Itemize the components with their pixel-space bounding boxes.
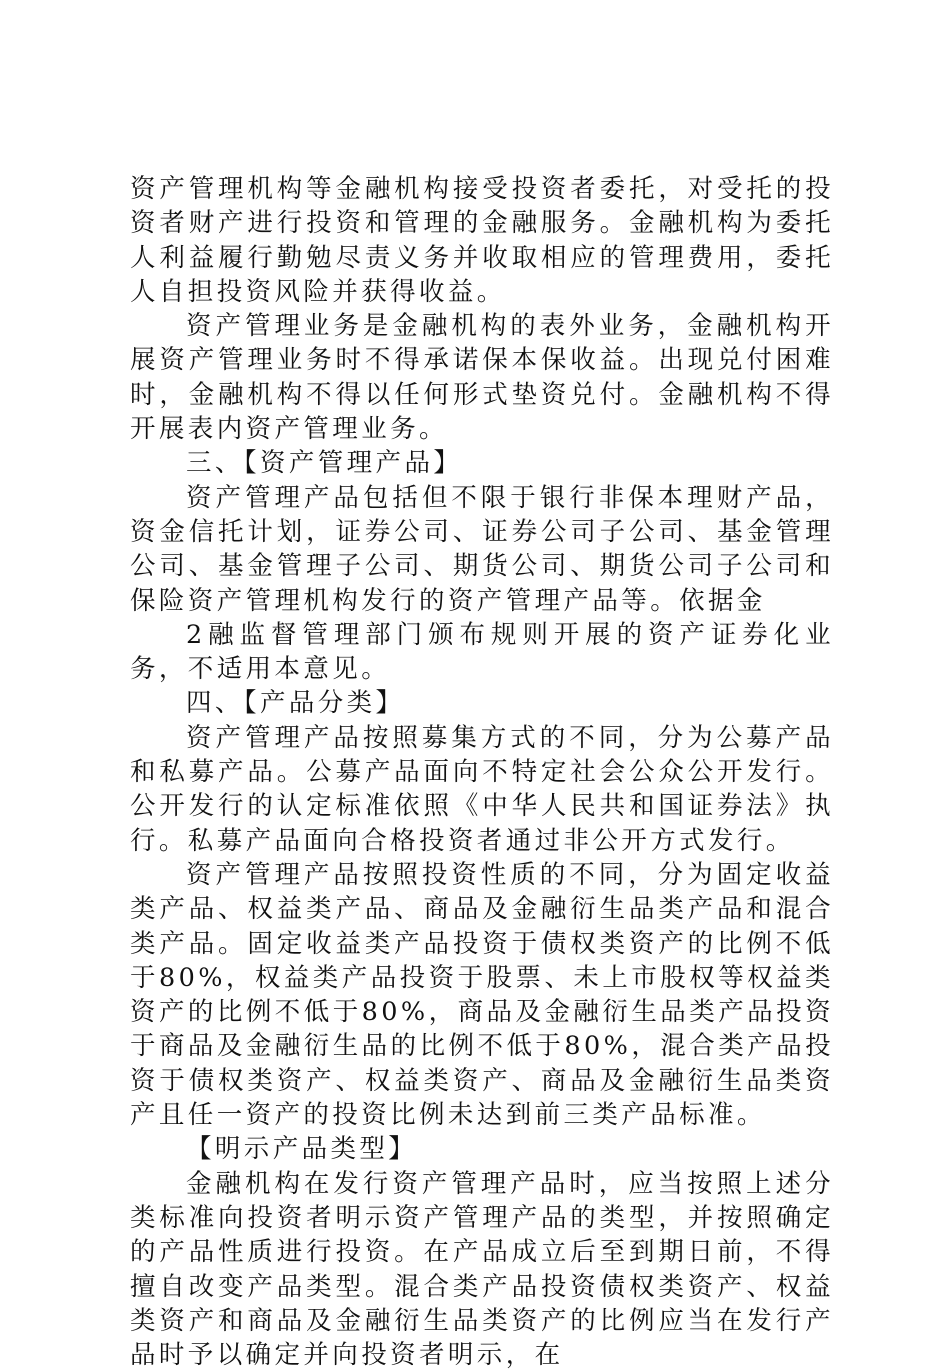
document-body: [130, 172, 834, 1372]
section-heading-product-classification: 四、【产品分类】: [186, 688, 405, 719]
paragraph-disclosure-requirements: 金融机构在发行资产管理产品时，应当按照上述分类标准向投资者明示资产管理产品的类型，并按照确定的产品性质进行投资。在产品成立后至到期日前，不得擅自改变产品类型。混合类产品投资债权类资产、权益类资产和商品及金融衍生品类资产的比例应当在发行产品时予以确定并向投资者明示，在: [130, 1168, 834, 1371]
paragraph-product-scope: 资产管理产品包括但不限于银行非保本理财产品，资金信托计划，证券公司、证券公司子公司、基金管理公司、基金管理子公司、期货公司、期货公司子公司和保险资产管理机构发行的资产管理产品等。依据金: [130, 482, 834, 616]
section-heading-asset-management-products: 三、【资产管理产品】: [186, 448, 463, 479]
paragraph-asset-management-definition: 资产管理机构等金融机构接受投资者委托，对受托的投资者财产进行投资和管理的金融服务。金融机构为委托人利益履行勤勉尽责义务并收取相应的管理费用，委托人自担投资风险并获得收益。: [130, 174, 834, 307]
paragraph-investment-nature-classes: 资产管理产品按照投资性质的不同，分为固定收益类产品、权益类产品、商品及金融衍生品类产品和混合类产品。固定收益类产品投资于债权类资产的比例不低于80%，权益类产品投资于股票、未上市股权等权益类资产的比例不低于80%，商品及金融衍生品类产品投资于商品及金融衍生品的比例不低于80%，混合类产品投资于债权类资产、权益类资产、商品及金融衍生品类资产且任一资产的投资比例未达到前三类产品标准。: [130, 859, 834, 1131]
paragraph-off-balance-sheet: 资产管理业务是金融机构的表外业务，金融机构开展资产管理业务时不得承诺保本保收益。出现兑付困难时，金融机构不得以任何形式垫资兑付。金融机构不得开展表内资产管理业务。: [130, 311, 834, 445]
paragraph-public-private-offering: 资产管理产品按照募集方式的不同，分为公募产品和私募产品。公募产品面向不特定社会公众公开发行。公开发行的认定标准依照《中华人民共和国证券法》执行。私募产品面向合格投资者通过非公开方式发行。: [130, 722, 834, 856]
paragraph-securitization-exclusion: 2融监督管理部门颁布规则开展的资产证券化业务，不适用本意见。: [130, 619, 834, 685]
section-heading-disclose-product-type: 【明示产品类型】: [186, 1134, 418, 1165]
